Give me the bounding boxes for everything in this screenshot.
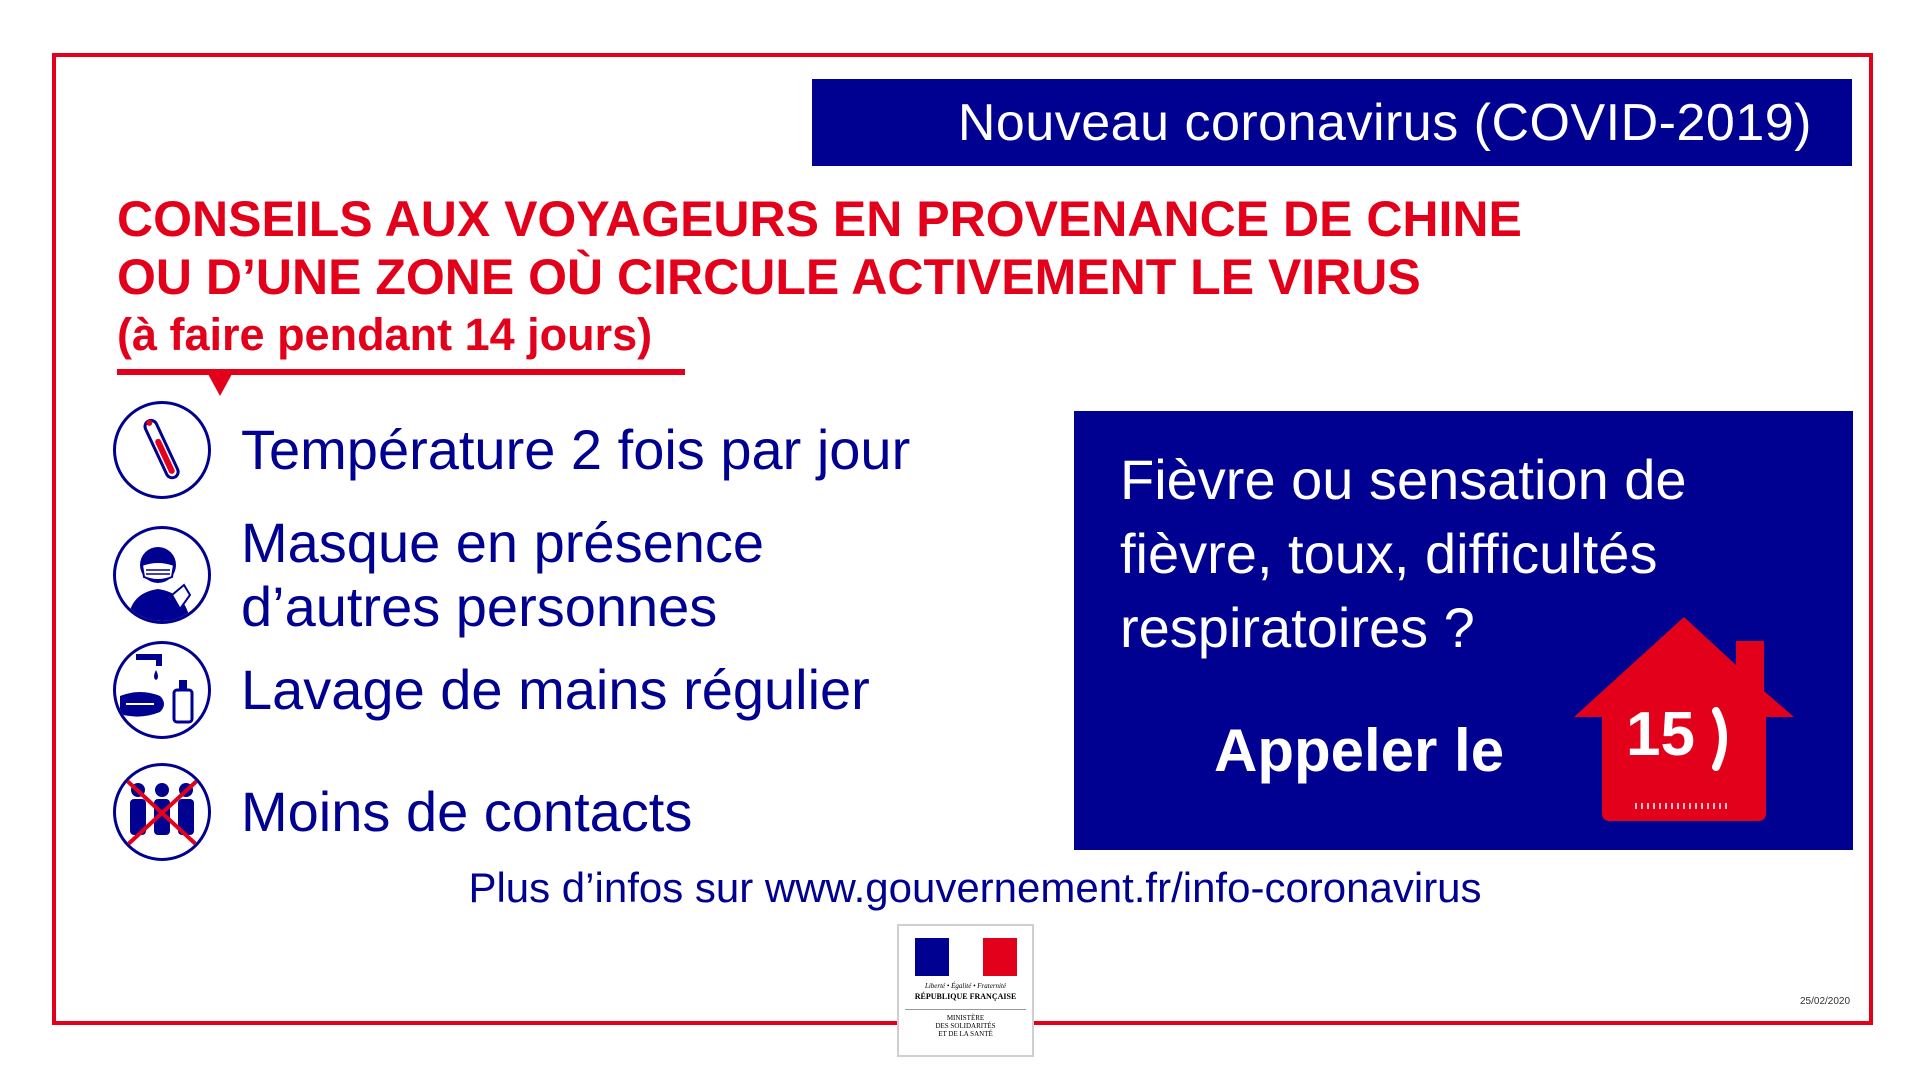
advice-mask-line-2: d’autres personnes: [241, 575, 718, 638]
speech-bubble-line: [117, 369, 685, 375]
ministry-line-2: DES SOLIDARITÉS: [935, 1022, 996, 1030]
republic-name: RÉPUBLIQUE FRANÇAISE: [914, 992, 1017, 1001]
symptoms-line-1: Fièvre ou sensation de: [1120, 448, 1687, 511]
government-logo: [897, 924, 1034, 1057]
mask-icon: [113, 526, 211, 624]
ministry-line-3: ET DE LA SANTÉ: [938, 1030, 993, 1038]
title-banner: [812, 79, 1852, 166]
logo-divider: [905, 1009, 1026, 1010]
thermometer-icon: [113, 401, 211, 499]
advice-temperature-text: Température 2 fois par jour: [241, 418, 911, 481]
marianne-flag-icon: [915, 938, 1017, 976]
handwash-icon: [113, 641, 211, 739]
heading-line-2: OU D’UNE ZONE OÙ CIRCULE ACTIVEMENT LE VIRUS: [117, 249, 1421, 305]
advice-contacts-text: Moins de contacts: [241, 780, 693, 843]
no-crowd-icon: [113, 763, 211, 861]
call-instruction: Appeler le: [1214, 717, 1505, 784]
advice-mask-text: [241, 511, 764, 639]
advice-handwash-text: Lavage de mains régulier: [241, 658, 870, 721]
advice-mask-line-1: Masque en présence: [241, 511, 765, 574]
emergency-number: 15: [1626, 700, 1695, 769]
speech-bubble-tail: [208, 374, 232, 396]
advice-contacts: [113, 763, 1033, 861]
advice-mask: [113, 511, 1033, 639]
house-phone-icon: [1566, 607, 1802, 832]
page-title: Nouveau coronavirus (COVID-2019): [957, 93, 1812, 152]
publication-date: 25/02/2020: [1800, 996, 1851, 1007]
symptoms-line-3: respiratoires ?: [1120, 596, 1475, 659]
republic-motto: Liberté • Égalité • Fraternité: [924, 982, 1007, 990]
advice-temperature: [113, 401, 1033, 499]
heading-duration: (à faire pendant 14 jours): [117, 309, 653, 360]
advice-heading: [117, 190, 1522, 364]
heading-line-1: CONSEILS AUX VOYAGEURS EN PROVENANCE DE CHINE: [117, 191, 1522, 247]
symptoms-line-2: fièvre, toux, difficultés: [1120, 522, 1658, 585]
ministry-line-1: MINISTÈRE: [946, 1014, 985, 1022]
advice-handwash: [113, 641, 1033, 739]
symptoms-alert-box: [1074, 411, 1853, 850]
more-info-link-text: Plus d’infos sur www.gouvernement.fr/info-coronavirus: [468, 864, 1482, 911]
